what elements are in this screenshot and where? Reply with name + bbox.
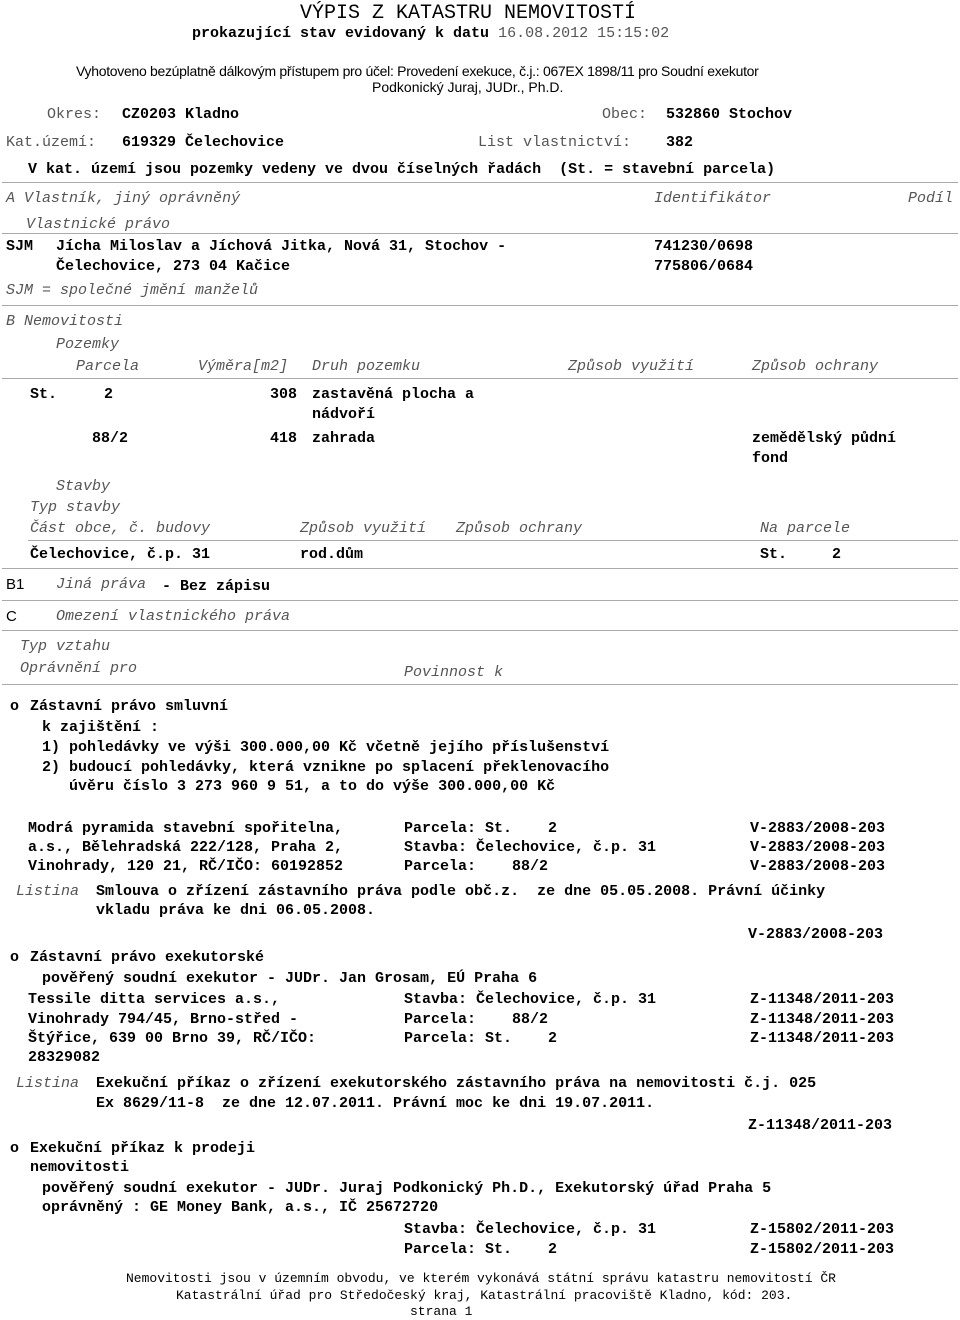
entry-1-listina-1: Smlouva o zřízení zástavního práva podle obč.z. ze dne 05.05.2008. Právní účinky [96,883,826,900]
entry-2-line: pověřený soudní exekutor - JUDr. Jan Grosam, EÚ Praha 6 [42,970,538,987]
col-vymera: Výměra[m2] [198,358,289,375]
ownership-label: Vlastnické právo [26,216,171,233]
entry-2-listina-label: Listina [16,1075,80,1092]
obec-label: Obec: [602,106,648,123]
building-parcel-number: 2 [832,546,842,563]
entry-3-object-2: Parcela: St. 2 [404,1241,558,1258]
sjm-note: SJM = společné jmění manželů [6,282,259,299]
entry-1-ref-3: V-2883/2008-203 [750,858,886,875]
entry-2-party-1: Tessile ditta services a.s., [28,991,281,1008]
section-b-letter: B [6,313,16,330]
divider [2,378,958,379]
entry-1-listina-label: Listina [16,883,80,900]
col-parcela: Parcela [76,358,140,375]
divider [2,233,958,234]
building-parcel-prefix: St. [760,546,788,563]
page-number: strana 1 [410,1304,473,1319]
entry-3-object-1: Stavba: Čelechovice, č.p. 31 [404,1221,657,1238]
entry-1-line-2: 1) pohledávky ve výši 300.000,00 Kč včetně jejího příslušenství [42,739,610,756]
katuzemi-label: Kat.území: [6,134,97,151]
col-druh: Druh pozemku [312,358,421,375]
parcel-1-kind-2: nádvoří [312,406,376,423]
entry-3-title-1: Exekuční příkaz k prodeji [30,1140,256,1157]
divider [2,600,958,601]
section-b-heading [6,313,123,331]
okres-value: CZ0203 Kladno [122,106,240,123]
building-part: Čelechovice, č.p. 31 [30,546,211,563]
purpose-line-2: Podkonický Juraj, JUDr., Ph.D. [372,79,564,95]
entry-1-ref-1: V-2883/2008-203 [750,820,886,837]
parcel-1-number: 2 [104,386,114,403]
parcel-2-protection-1: zemědělský půdní [752,430,897,447]
entry-3-ref-2: Z-15802/2011-203 [750,1241,895,1258]
col-vyuziti: Způsob využití [568,358,695,375]
purpose-line-1: Vyhotoveno bezúplatně dálkovým přístupem pro účel: Provedení exekuce, č.j.: 067EX 1898/11 pro Soudní exekutor [76,63,759,79]
building-use: rod.dům [300,546,364,563]
entry-2-party-2: Vinohrady 794/45, Brno-střed - [28,1011,299,1028]
parcel-1-kind-1: zastavěná plocha a [312,386,475,403]
parcel-1-area: 308 [270,386,298,403]
section-a-title: Vlastník, jiný oprávněný [24,190,241,207]
entry-1-listina-ref: V-2883/2008-203 [748,926,884,943]
lv-label: List vlastnictví: [478,134,632,151]
owner-type: SJM [6,238,34,255]
povinnost-k-label: Povinnost k [404,664,504,681]
owner-line-1: Jícha Miloslav a Jíchová Jitka, Nová 31, Stochov - [56,238,507,255]
cadastre-note: V kat. území jsou pozemky vedeny ve dvou číselných řadách (St. = stavební parcela) [28,161,776,178]
entry-1-party-3: Vinohrady, 120 21, RČ/IČO: 60192852 [28,858,344,875]
parcel-1-prefix: St. [30,386,58,403]
subtitle [192,25,669,43]
entry-1-ref-2: V-2883/2008-203 [750,839,886,856]
entry-2-listina-1: Exekuční příkaz o zřízení exekutorského zástavního práva na nemovitosti č.j. 025 [96,1075,817,1092]
section-c-letter: C [6,608,17,625]
pozemky-label: Pozemky [56,336,120,353]
entry-1-line-3: 2) budoucí pohledávky, která vznikne po splacení překlenovacího [42,759,610,776]
col-share: Podíl [908,190,954,207]
entry-2-ref-3: Z-11348/2011-203 [750,1030,895,1047]
parcel-2-kind: zahrada [312,430,376,447]
divider [28,540,958,541]
entry-1-party-2: a.s., Bělehradská 222/128, Praha 2, [28,839,344,856]
section-b1-title: Jiná práva [56,576,147,593]
divider [2,630,958,631]
entry-1-line-4: úvěru číslo 3 273 960 9 51, a to do výše 300.000,00 Kč [42,778,556,795]
divider [2,568,958,569]
entry-1-party-1: Modrá pyramida stavební spořitelna, [28,820,344,837]
entry-2-listina-ref: Z-11348/2011-203 [748,1117,893,1134]
section-b1-value: - Bez zápisu [162,578,271,595]
entry-2-object-3: Parcela: St. 2 [404,1030,558,1047]
entry-1-line-1: k zajištění : [42,719,160,736]
col-building-ochrana: Způsob ochrany [456,520,583,537]
identifier-1: 741230/0698 [654,238,754,255]
entry-2-party-3: Štýřice, 639 00 Brno 39, RČ/IČO: [28,1030,317,1047]
section-a-letter: A [6,190,16,207]
opravneni-pro-label: Oprávnění pro [20,660,138,677]
divider [2,684,958,685]
parcel-2-protection-2: fond [752,450,789,467]
entry-2-object-2: Parcela: 88/2 [404,1011,549,1028]
footer-line-2: Katastrální úřad pro Středočeský kraj, Katastrální pracoviště Kladno, kód: 203. [176,1288,793,1303]
entry-2-object-1: Stavba: Čelechovice, č.p. 31 [404,991,657,1008]
entry-1-object-3: Parcela: 88/2 [404,858,549,875]
entry-1-object-2: Stavba: Čelechovice, č.p. 31 [404,839,657,856]
section-b1-letter: B1 [6,576,25,593]
section-b-title: Nemovitosti [24,313,124,330]
owner-line-2: Čelechovice, 273 04 Kačice [56,258,291,275]
stavby-label: Stavby [56,478,111,495]
section-a-heading [6,190,240,208]
subtitle-prefix: prokazující stav evidovaný k datu [192,25,490,42]
obec-value: 532860 Stochov [666,106,793,123]
section-c-title: Omezení vlastnického práva [56,608,291,625]
typ-vztahu-label: Typ vztahu [20,638,111,655]
entry-2-party-4: 28329082 [28,1049,101,1066]
divider [2,305,958,306]
typ-stavby-label: Typ stavby [30,499,121,516]
entry-1-bullet: o [10,698,20,715]
entry-2-ref-1: Z-11348/2011-203 [750,991,895,1008]
col-ochrana: Způsob ochrany [752,358,879,375]
entry-3-bullet: o [10,1140,20,1157]
entry-3-ref-1: Z-15802/2011-203 [750,1221,895,1238]
col-cast-obce: Část obce, č. budovy [30,520,211,537]
entry-1-listina-2: vkladu práva ke dni 06.05.2008. [96,902,376,919]
entry-3-line-1: pověřený soudní exekutor - JUDr. Juraj Podkonický Ph.D., Exekutorský úřad Praha 5 [42,1180,772,1197]
parcel-2-area: 418 [270,430,298,447]
datetime: 16.08.2012 15:15:02 [498,25,670,42]
parcel-2-number: 88/2 [92,430,129,447]
col-identifier: Identifikátor [654,190,772,207]
entry-1-object-1: Parcela: St. 2 [404,820,558,837]
okres-label: Okres: [47,106,102,123]
lv-value: 382 [666,134,694,151]
document-title: VÝPIS Z KATASTRU NEMOVITOSTÍ [300,2,637,25]
divider [2,182,958,183]
katuzemi-value: 619329 Čelechovice [122,134,285,151]
entry-1-title: Zástavní právo smluvní [30,698,229,715]
entry-3-title-2: nemovitosti [30,1159,130,1176]
entry-3-line-2: oprávněný : GE Money Bank, a.s., IČ 25672720 [42,1199,439,1216]
entry-2-bullet: o [10,949,20,966]
footer-line-1: Nemovitosti jsou v územním obvodu, ve kterém vykonává státní správu katastru nemovitostí ČR [126,1271,836,1286]
entry-2-title: Zástavní právo exekutorské [30,949,265,966]
entry-2-listina-2: Ex 8629/11-8 ze dne 12.07.2011. Právní moc ke dni 19.07.2011. [96,1095,655,1112]
identifier-2: 775806/0684 [654,258,754,275]
col-na-parcele: Na parcele [760,520,851,537]
entry-2-ref-2: Z-11348/2011-203 [750,1011,895,1028]
col-building-vyuziti: Způsob využití [300,520,427,537]
